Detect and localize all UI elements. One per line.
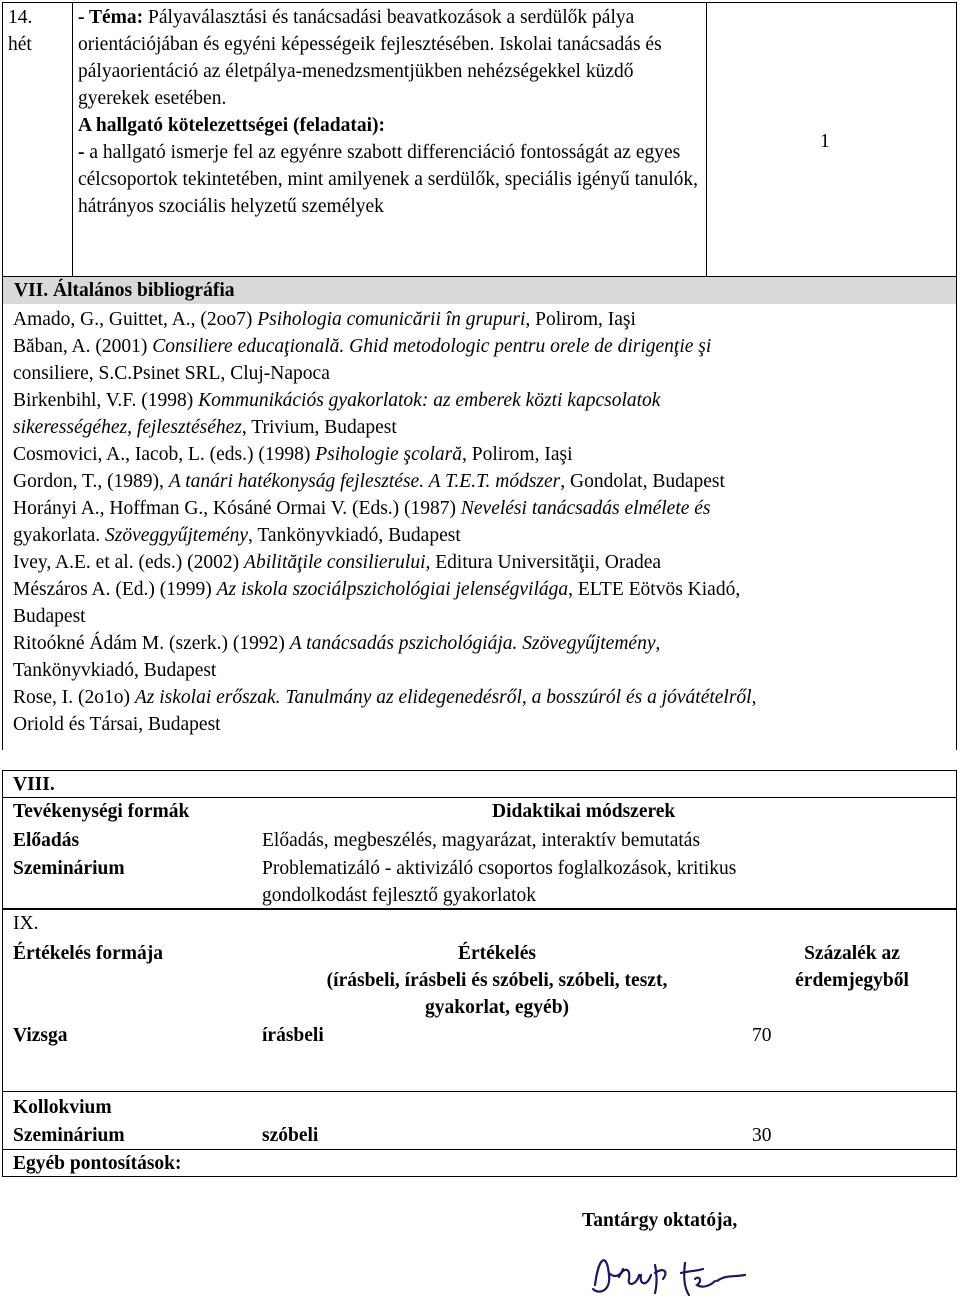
bibliography-entry: Amado, G., Guittet, A., (2oo7) Psihologia comunicării în grupuri, Polirom, Iaşi bbox=[13, 309, 636, 330]
evaluation-col-form: Értékelés formája bbox=[13, 943, 163, 964]
evaluation-row-percent: 30 bbox=[752, 1125, 772, 1146]
bibliography-entry: Băban, A. (2001) Consiliere educaţională. Ghid metodologic pentru orele de dirigenţie şi bbox=[13, 336, 712, 357]
evaluation-row-percent: 70 bbox=[752, 1025, 772, 1046]
bibliography-entry: Ivey, A.E. et al. (eds.) (2002) Abilităţile consilierului, Editura Universităţii, Oradea bbox=[13, 552, 662, 573]
signature-label: Tantárgy oktatója, bbox=[582, 1210, 738, 1231]
topic-text: - Téma: Pályaválasztási és tanácsadási beavatkozások a serdülők pálya orientációjában és egyéni képességeik fejlesztésében. Iskolai tanácsadás és pályaorientáció az életpálya-menedzsmentjükben nehézségekkel küzdő gyerekek esetében. bbox=[78, 7, 662, 109]
evaluation-row-type: írásbeli bbox=[262, 1025, 324, 1046]
methods-col-forms: Tevékenységi formák bbox=[13, 801, 190, 822]
methods-row-form: Előadás bbox=[13, 830, 80, 851]
topic-block bbox=[78, 4, 700, 220]
evaluation-row-type: szóbeli bbox=[262, 1125, 319, 1146]
bibliography-entry: Mészáros A. (Ed.) (1999) Az iskola szociálpszichológiai jelenségvilága, ELTE Eötvös Kiadó, bbox=[13, 579, 741, 600]
evaluation-row-form: Kollokvium bbox=[13, 1097, 112, 1118]
bibliography-entry: consiliere, S.C.Psinet SRL, Cluj-Napoca bbox=[13, 363, 330, 384]
bibliography-entry: Ritoókné Ádám M. (szerk.) (1992) A tanácsadás pszichológiája. Szövegyűjtemény, bbox=[13, 633, 661, 654]
methods-row-method: Problematizáló - aktivizáló csoportos foglalkozások, kritikus bbox=[262, 858, 737, 879]
bibliography-entry: Birkenbihl, V.F. (1998) Kommunikációs gyakorlatok: az emberek közti kapcsolatok bbox=[13, 390, 661, 411]
hours-col-divider bbox=[706, 2, 707, 277]
evaluation-col-type: Értékelés (írásbeli, írásbeli és szóbeli, szóbeli, teszt, gyakorlat, egyéb) bbox=[326, 943, 668, 1018]
bibliography-entry: gyakorlata. Szöveggyűjtemény, Tankönyvkiadó, Budapest bbox=[13, 525, 461, 546]
evaluation-row-rule bbox=[2, 1091, 957, 1092]
methods-col-methods: Didaktikai módszerek bbox=[492, 801, 676, 822]
bibliography-entry: Tankönyvkiadó, Budapest bbox=[13, 660, 217, 681]
bibliography-entry: Budapest bbox=[13, 606, 86, 627]
duties-heading: A hallgató kötelezettségei (feladatai): bbox=[78, 115, 386, 136]
bibliography-entry: Horányi A., Hoffman G., Kósáné Ormai V. (Eds.) (1987) Nevelési tanácsadás elmélete és bbox=[13, 498, 711, 519]
evaluation-heading: IX. bbox=[13, 913, 39, 934]
bibliography-entry: sikerességéhez, fejlesztéséhez, Trivium, Budapest bbox=[13, 417, 397, 438]
bibliography-entry: Rose, I. (2o1o) Az iskolai erőszak. Tanulmány az elidegenedésről, a bosszúról és a jóvátételről, bbox=[13, 687, 757, 708]
methods-row-form: Szeminárium bbox=[13, 858, 125, 879]
duty-text: - a hallgató ismerje fel az egyénre szabott differenciáció fontosságát az egyes célcsoportok tekintetében, mint amilyenek a serdülők, speciális igényű tanulók, hátrányos szociális helyzetű személyek bbox=[78, 142, 699, 217]
week-number: 14. hét bbox=[8, 7, 33, 55]
evaluation-row-form: Szeminárium bbox=[13, 1125, 125, 1146]
methods-heading: VIII. bbox=[13, 774, 55, 795]
bibliography-entry: Gordon, T., (1989), A tanári hatékonyság fejlesztése. A T.E.T. módszer, Gondolat, Budapest bbox=[13, 471, 725, 492]
bibliography-heading: VII. Általános bibliográfia bbox=[14, 280, 235, 301]
evaluation-row-form: Vizsga bbox=[13, 1025, 68, 1046]
methods-row-method: Előadás, megbeszélés, magyarázat, interaktív bemutatás bbox=[262, 830, 701, 851]
bibliography-entry: Cosmovici, A., Iacob, L. (eds.) (1998) Psihologie şcolară, Polirom, Iaşi bbox=[13, 444, 573, 465]
bibliography-list bbox=[13, 306, 948, 738]
week-col-divider bbox=[72, 2, 73, 277]
evaluation-other: Egyéb pontosítások: bbox=[13, 1153, 182, 1174]
bibliography-heading-bar bbox=[2, 277, 957, 304]
signature-image bbox=[585, 1245, 755, 1305]
bibliography-entry: Oriold és Társai, Budapest bbox=[13, 714, 221, 735]
methods-row-method-cont: gondolkodást fejlesztő gyakorlatok bbox=[262, 885, 537, 906]
hours-value: 1 bbox=[820, 131, 830, 152]
evaluation-col-percent: Százalék az érdemjegyből bbox=[795, 943, 909, 991]
